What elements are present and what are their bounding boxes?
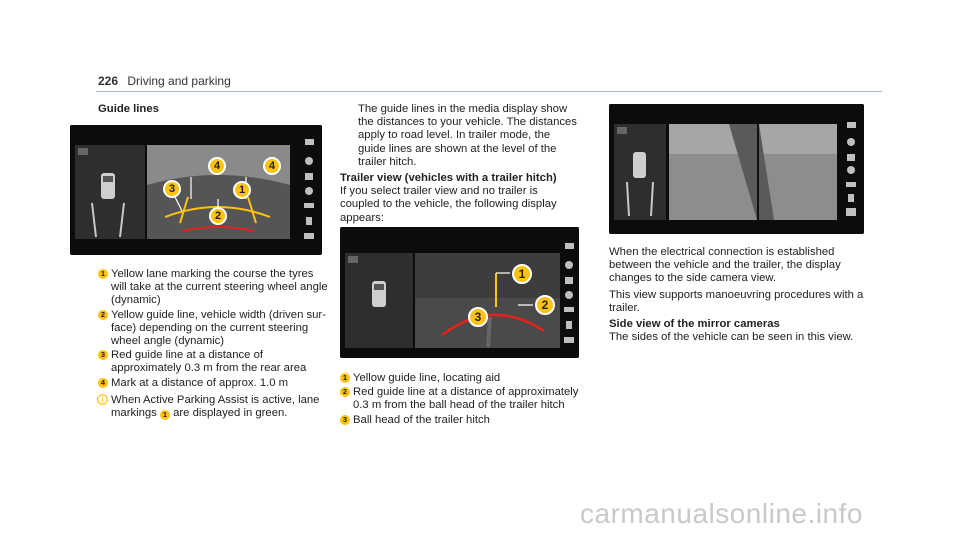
side-camera-text: When the electrical connection is established between the vehicle and the trailer, the display changes to the side camera view. [609,246,841,285]
list-item [98,377,330,390]
list-item [340,372,584,385]
mirror-cameras-heading: Side view of the mirror cameras [609,318,780,331]
middle-column [340,103,580,228]
inline-callout-badge: 1 [160,410,170,420]
callout-2: 2 [535,295,555,315]
callout-badge: 3 [340,415,350,425]
note-text: When Active Parking Assist is active, lane markings [111,393,320,420]
guide-lines-intro: The guide lines in the media display show the distances to your vehicle. The distances apply to road level. In trailer mode, the guide lines are shown at the level of the trailer hitch. [358,103,577,168]
callout-badge: 2 [98,310,108,320]
manoeuvring-text: This view supports manoeuvring procedures with a trailer. [609,288,864,314]
left-column [98,103,324,116]
item-text: Ball head of the trailer hitch [353,413,490,426]
note-item [98,394,330,420]
section-title: Driving and parking [127,74,231,88]
trailer-view-screenshot [340,227,579,358]
list-item [98,268,330,308]
item-text: Mark at a distance of approx. 1.0 m [111,376,289,389]
callout-badge: 1 [98,269,108,279]
callout-1: 1 [512,264,532,284]
list-item [340,386,584,412]
item-text: Red guide line at a distance of approximately 0.3 m from the rear area [111,349,307,375]
callout-3: 3 [163,180,181,198]
header-rule [96,91,882,92]
side-camera-screenshot [609,104,864,234]
trailer-view-heading: Trailer view (vehicles with a trailer hitch) [340,172,557,185]
callout-1: 1 [233,181,251,199]
callout-3: 3 [468,307,488,327]
trailer-view-text: If you select trailer view and no trailer is coupled to the vehicle, the following display appears: [340,185,557,224]
guide-lines-screenshot [70,125,322,255]
callout-4a: 4 [208,157,226,175]
page-number: 226 [98,74,119,88]
callout-badge: 4 [98,378,108,388]
callout-badge: 2 [340,387,350,397]
callout-4b: 4 [263,157,281,175]
item-text: Yellow guide line, locating aid [353,372,501,384]
mirror-cameras-text: The sides of the vehicle can be seen in this view. [609,331,854,344]
guide-lines-heading: Guide lines [98,103,159,115]
item-text: Yellow lane marking the course the tyres will take at the current steering wheel angle (dynamic) [111,268,328,307]
right-column [609,246,871,347]
list-item [98,349,330,375]
watermark: carmanualsonline.info [580,498,863,529]
callout-badge: 3 [98,350,108,360]
note-text-end: are displayed in green. [173,407,288,420]
info-icon [97,394,108,405]
trailer-view-legend [340,372,584,428]
list-item [340,414,584,427]
list-item [98,309,330,349]
page-header [98,74,231,88]
item-text: Red guide line at a distance of approximately 0.3 m from the ball head of the trailer hitch [353,386,579,412]
callout-badge: 1 [340,373,350,383]
guide-lines-legend [98,268,330,421]
callout-2: 2 [209,207,227,225]
item-text: Yellow guide line, vehicle width (driven sur- face) depending on the current steering wheel angle (dynamic) [111,308,326,348]
